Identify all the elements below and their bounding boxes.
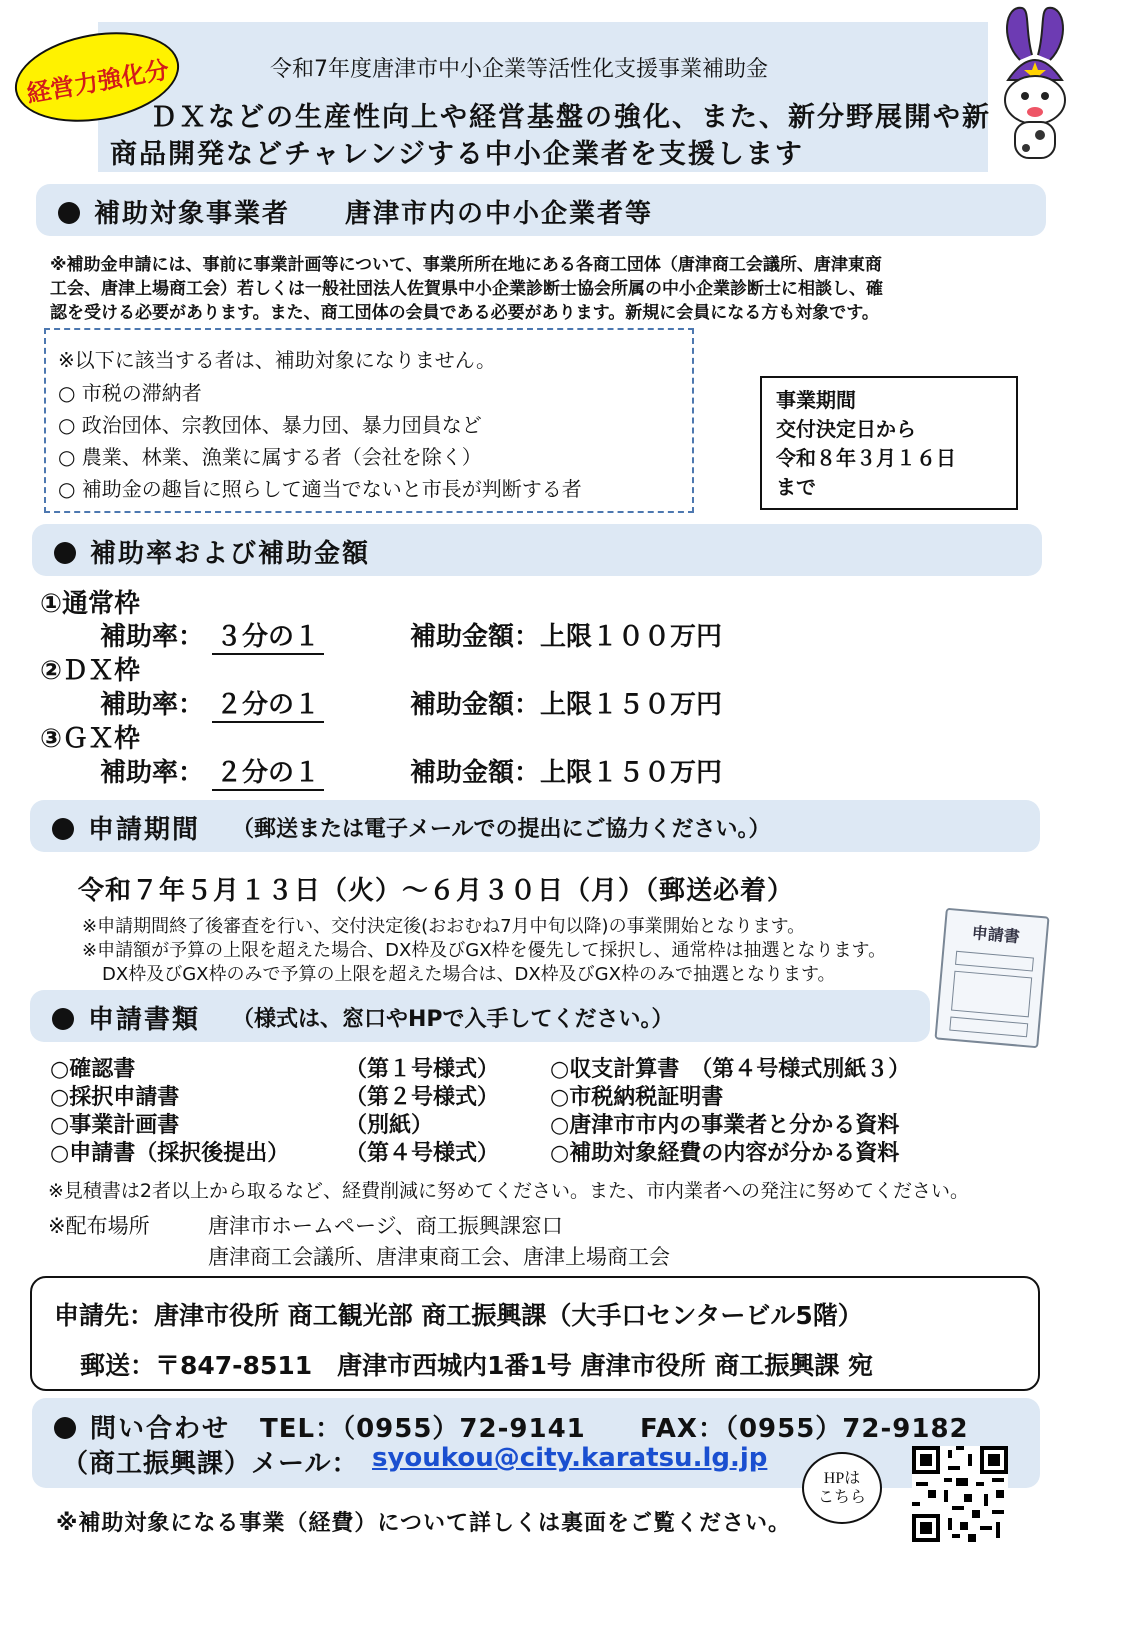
application-dates: 令和７年５月１３日（火）～６月３０日（月）（郵送必着） bbox=[78, 876, 795, 906]
contact-tel: TEL：（0955）72-9141 bbox=[260, 1414, 586, 1444]
doc-item: ○申請書（採択後提出） bbox=[50, 1141, 290, 1166]
contact-fax: FAX：（0955）72-9182 bbox=[640, 1414, 969, 1444]
doc-item: ○採択申請書 bbox=[50, 1085, 180, 1110]
period-note: DX枠及びGX枠のみで予算の上限を超えた場合は、DX枠及びGX枠のみで抽選となります。 bbox=[102, 964, 836, 985]
bullet-icon bbox=[54, 542, 76, 564]
period-line: 令和８年３月１６日 bbox=[776, 446, 956, 470]
target-heading: 補助対象事業者 bbox=[58, 193, 290, 230]
mascot-icon bbox=[990, 0, 1080, 170]
contact-heading: 問い合わせ bbox=[54, 1408, 230, 1445]
frame-name: ③ＧＸ枠 bbox=[40, 724, 141, 754]
exclusion-line: ※以下に該当する者は、補助対象になりません。 bbox=[58, 348, 496, 372]
period-note: ※申請期間終了後審査を行い、交付決定後(おおむね7月中旬以降)の事業開始となります。 bbox=[82, 916, 806, 937]
bullet-icon bbox=[58, 202, 80, 224]
frame-rate-label: 補助率： bbox=[100, 758, 205, 788]
badge-label: 経営力強化分 bbox=[24, 55, 172, 109]
rates-heading: 補助率および補助金額 bbox=[54, 533, 370, 570]
frame-name: ①通常枠 bbox=[40, 589, 141, 619]
frame-rate: ２分の１ bbox=[212, 684, 324, 723]
doc-item: ○事業計画書 bbox=[50, 1113, 180, 1138]
documents-heading-note: （様式は、窓口やHPで入手してください。） bbox=[232, 1007, 674, 1032]
period-line: 事業期間 bbox=[776, 388, 856, 412]
doc-item: ○唐津市市内の事業者と分かる資料 bbox=[550, 1113, 900, 1138]
form-icon-label: 申請書 bbox=[971, 923, 1021, 947]
period-box bbox=[760, 376, 1018, 510]
header-title-line2: 商品開発などチャレンジする中小企業者を支援します bbox=[110, 139, 804, 170]
doc-item: ○収支計算書 （第４号様式別紙３） bbox=[550, 1057, 911, 1082]
bullet-icon bbox=[52, 818, 74, 840]
estimate-note: ※見積書は2者以上から取るなど、経費削減に努めてください。また、市内業者への発注に努めてください。 bbox=[48, 1180, 970, 1202]
submit-line1: 申請先：唐津市役所 商工観光部 商工振興課（大手口センタービル5階） bbox=[54, 1301, 863, 1330]
bullet-icon bbox=[52, 1008, 74, 1030]
frame-rate: ３分の１ bbox=[212, 616, 324, 655]
period-line: まで bbox=[776, 475, 816, 499]
period-line: 交付決定日から bbox=[776, 417, 916, 441]
frame-amount: 補助金額：上限１５０万円 bbox=[410, 690, 723, 720]
distribution-line: 唐津市ホームページ、商工振興課窓口 bbox=[208, 1214, 563, 1238]
header-subtitle: 令和7年度唐津市中小企業等活性化支援事業補助金 bbox=[270, 57, 768, 82]
frame-amount: 補助金額：上限１００万円 bbox=[410, 622, 723, 652]
doc-item: ○確認書 bbox=[50, 1057, 136, 1082]
doc-item: ○補助対象経費の内容が分かる資料 bbox=[550, 1141, 900, 1166]
footer-note: ※補助対象になる事業（経費）について詳しくは裏面をご覧ください。 bbox=[56, 1511, 791, 1536]
submit-line2: 郵送：〒847-8511 唐津市西城内1番1号 唐津市役所 商工振興課 宛 bbox=[80, 1351, 874, 1380]
exclusion-line: ○ 農業、林業、漁業に属する者（会社を除く） bbox=[58, 445, 482, 469]
exclusion-line: ○ 市税の滞納者 bbox=[58, 381, 202, 405]
distribution-line: 唐津商工会議所、唐津東商工会、唐津上場商工会 bbox=[208, 1245, 670, 1269]
distribution-label: ※配布場所 bbox=[48, 1214, 150, 1238]
header-title-line1: ＤＸなどの生産性向上や経営基盤の強化、また、新分野展開や新 bbox=[150, 102, 991, 133]
frame-rate-label: 補助率： bbox=[100, 690, 205, 720]
period-note: ※申請額が予算の上限を超えた場合、DX枠及びGX枠を優先して採択し、通常枠は抽選となります。 bbox=[82, 940, 887, 961]
exclusion-line: ○ 政治団体、宗教団体、暴力団、暴力団員など bbox=[58, 413, 482, 437]
documents-heading: 申請書類 bbox=[52, 999, 200, 1036]
hp-bubble-text: HPは こちら bbox=[817, 1470, 866, 1506]
frame-name: ②ＤＸ枠 bbox=[40, 656, 141, 686]
frame-amount: 補助金額：上限１５０万円 bbox=[410, 758, 723, 788]
target-value: 唐津市内の中小企業者等 bbox=[345, 199, 654, 229]
bullet-icon bbox=[54, 1417, 76, 1439]
hp-bubble[interactable] bbox=[802, 1452, 882, 1524]
frame-rate: ２分の１ bbox=[212, 752, 324, 791]
doc-form: （第１号様式） bbox=[345, 1057, 500, 1082]
qr-code-icon[interactable] bbox=[912, 1446, 1008, 1542]
period-heading: 申請期間 bbox=[52, 809, 200, 846]
doc-form: （第２号様式） bbox=[345, 1085, 500, 1110]
doc-item: ○市税納税証明書 bbox=[550, 1085, 724, 1110]
doc-form: （別紙） bbox=[345, 1113, 434, 1138]
application-form-icon bbox=[934, 908, 1049, 1049]
exclusion-line: ○ 補助金の趣旨に照らして適当でないと市長が判断する者 bbox=[58, 477, 582, 501]
doc-form: （第４号様式） bbox=[345, 1141, 500, 1166]
contact-email-link[interactable]: syoukou@city.karatsu.lg.jp bbox=[372, 1443, 768, 1473]
contact-dept: （商工振興課）メール： bbox=[62, 1449, 359, 1479]
period-heading-note: （郵送または電子メールでの提出にご協力ください。） bbox=[232, 817, 771, 842]
target-note-line1: ※補助金申請には、事前に事業計画等について、事業所所在地にある各商工団体（唐津商工会議所、唐津東商 bbox=[50, 255, 882, 275]
target-note-line2: 工会、唐津上場商工会）若しくは一般社団法人佐賀県中小企業診断士協会所属の中小企業診断士に相談し、確 bbox=[50, 279, 883, 299]
target-note-line3: 認を受ける必要があります。また、商工団体の会員である必要があります。新規に会員になる方も対象です。 bbox=[50, 303, 879, 323]
frame-rate-label: 補助率： bbox=[100, 622, 205, 652]
